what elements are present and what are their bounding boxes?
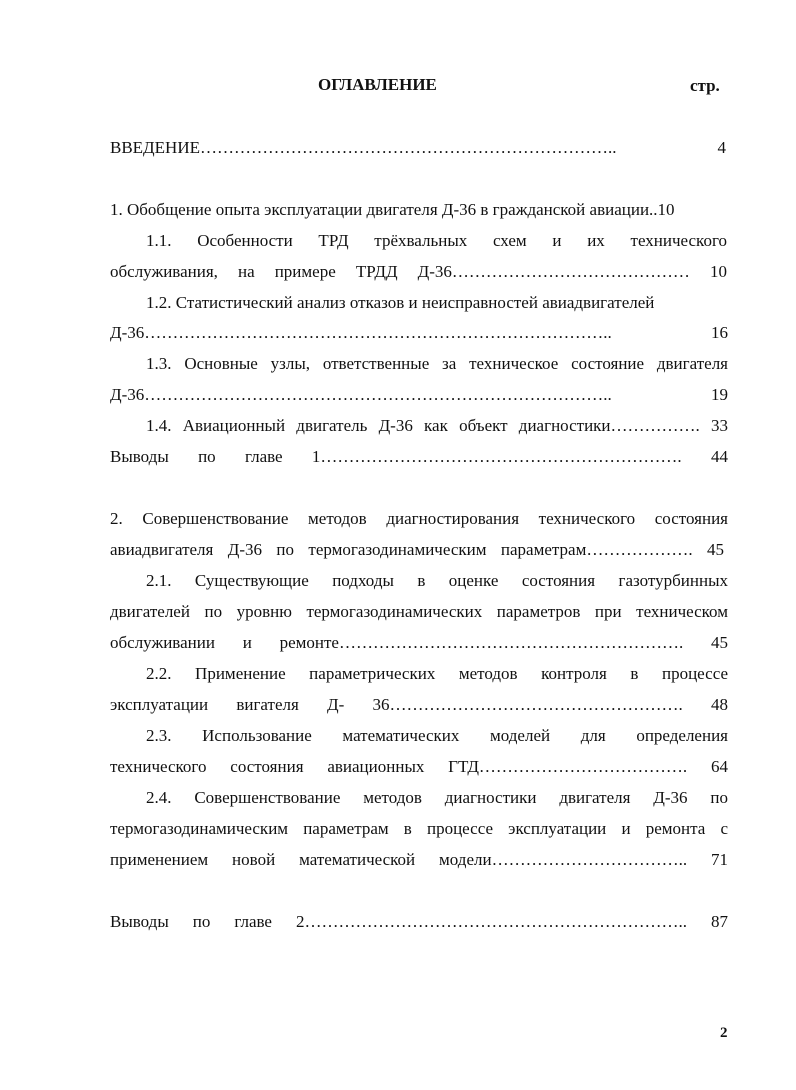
page-number: 2	[720, 1025, 728, 1041]
toc-entry-2-3: 2.3. Использование математических моделей для определения	[146, 726, 728, 745]
toc-entry-2-1-cont2: обслуживании и ремонте……………………………………………………. 45	[110, 633, 728, 652]
toc-heading: ОГЛАВЛЕНИЕ	[318, 75, 437, 94]
toc-entry-intro: ВВЕДЕНИЕ……………………………………………………………….. 4	[110, 138, 726, 157]
toc-entry-1-2: 1.2. Статистический анализ отказов и неисправностей авиадвигателей	[146, 293, 655, 312]
toc-entry-2-2: 2.2. Применение параметрических методов контроля в процессе	[146, 664, 728, 683]
toc-entry-conclusion-1: Выводы по главе 1………………………………………………………. 44	[110, 447, 728, 466]
toc-entry-2-2-cont: эксплуатации вигателя Д- 36……………………………………………. 48	[110, 695, 728, 714]
toc-entry-2-4-cont: термогазодинамическим параметрам в процессе эксплуатации и ремонта с	[110, 819, 728, 838]
toc-entry-1-1-cont: обслуживания, на примере ТРДД Д-36…………………………………… 10	[110, 262, 727, 281]
toc-entry-1-4: 1.4. Авиационный двигатель Д-36 как объект диагностики……………. 33	[146, 416, 728, 435]
toc-entry-conclusion-2: Выводы по главе 2………………………………………………………….. 87	[110, 912, 728, 931]
toc-entry-2-1: 2.1. Существующие подходы в оценке состояния газотурбинных	[146, 571, 728, 590]
toc-entry-1-3-cont: Д-36……………………………………………………………………….. 19	[110, 385, 728, 404]
toc-entry-2-1-cont: двигателей по уровню термогазодинамических параметров при техническом	[110, 602, 728, 621]
toc-entry-2-3-cont: технического состояния авиационных ГТД………………………………. 64	[110, 757, 728, 776]
toc-entry-1-3: 1.3. Основные узлы, ответственные за техническое состояние двигателя	[146, 354, 728, 373]
toc-entry-chapter-1: 1. Обобщение опыта эксплуатации двигателя Д-36 в гражданской авиации..10	[110, 200, 675, 219]
toc-entry-chapter-2-cont: авиадвигателя Д-36 по термогазодинамическим параметрам………………. 45	[110, 540, 724, 559]
toc-entry-chapter-2: 2. Совершенствование методов диагностирования технического состояния	[110, 509, 728, 528]
toc-entry-2-4-cont2: применением новой математической модели…………………………….. 71	[110, 850, 728, 869]
toc-entry-2-4: 2.4. Совершенствование методов диагностики двигателя Д-36 по	[146, 788, 728, 807]
toc-entry-1-2-cont: Д-36……………………………………………………………………….. 16	[110, 323, 728, 342]
toc-entry-1-1: 1.1. Особенности ТРД трёхвальных схем и их технического	[146, 231, 727, 250]
page-column-label: стр.	[690, 76, 720, 95]
